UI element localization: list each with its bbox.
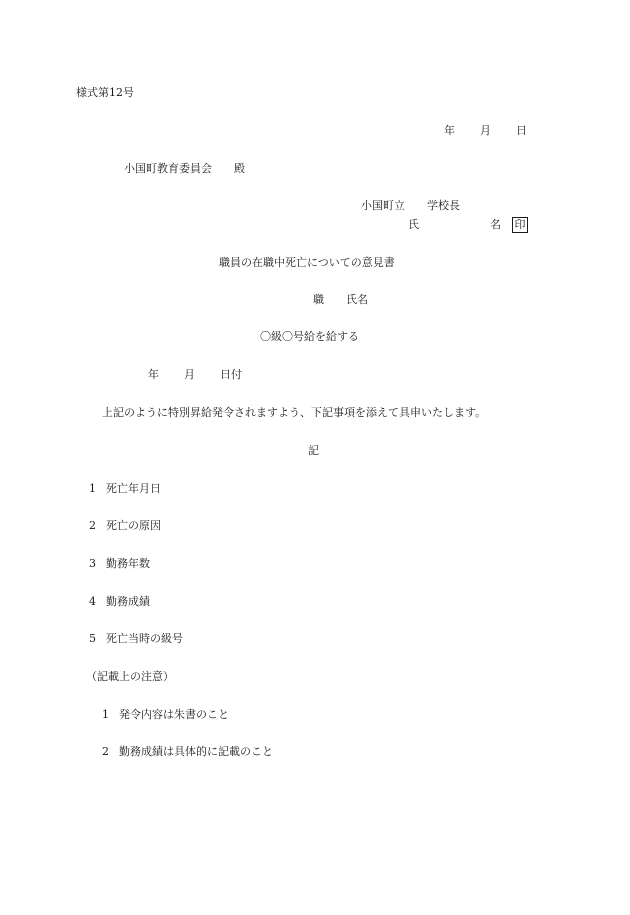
form-number: 様式第12号 <box>76 86 134 99</box>
note-text: 勤務成績は具体的に記載のこと <box>119 745 273 758</box>
note-number: 1 <box>102 708 109 721</box>
item-text: 死亡当時の級号 <box>106 632 183 645</box>
item-number: 1 <box>89 482 96 495</box>
grade-statement: 〇級〇号給を給する <box>260 330 359 343</box>
effective-day: 日付 <box>220 368 242 381</box>
position-name-line: 職 氏名 <box>313 293 368 306</box>
item-text: 勤務成績 <box>106 595 150 608</box>
date-day: 日 <box>516 124 527 137</box>
note-number: 2 <box>102 745 109 758</box>
note-text: 発令内容は朱書のこと <box>119 708 229 721</box>
request-paragraph: 上記のように特別昇給発令されますよう、下記事項を添えて具申いたします。 <box>102 406 487 419</box>
item-text: 死亡年月日 <box>106 482 161 495</box>
item-number: 5 <box>89 632 96 645</box>
addressee: 小国町教育委員会 殿 <box>124 162 245 175</box>
item-number: 3 <box>89 557 96 570</box>
date-year: 年 <box>444 124 455 137</box>
effective-year: 年 <box>148 368 159 381</box>
item-number: 2 <box>89 519 96 532</box>
effective-month: 月 <box>184 368 195 381</box>
sender-school: 小国町立 学校長 <box>361 199 460 212</box>
sender-name-label-left: 氏 <box>408 218 419 231</box>
ki-heading: 記 <box>308 444 319 457</box>
item-number: 4 <box>89 595 96 608</box>
seal-mark: 印 <box>512 217 528 233</box>
item-text: 死亡の原因 <box>106 519 161 532</box>
sender-name-label-right: 名 <box>490 218 501 231</box>
item-text: 勤務年数 <box>106 557 150 570</box>
notes-heading: （記載上の注意） <box>86 670 174 683</box>
date-month: 月 <box>480 124 491 137</box>
document-title: 職員の在職中死亡についての意見書 <box>219 256 395 269</box>
